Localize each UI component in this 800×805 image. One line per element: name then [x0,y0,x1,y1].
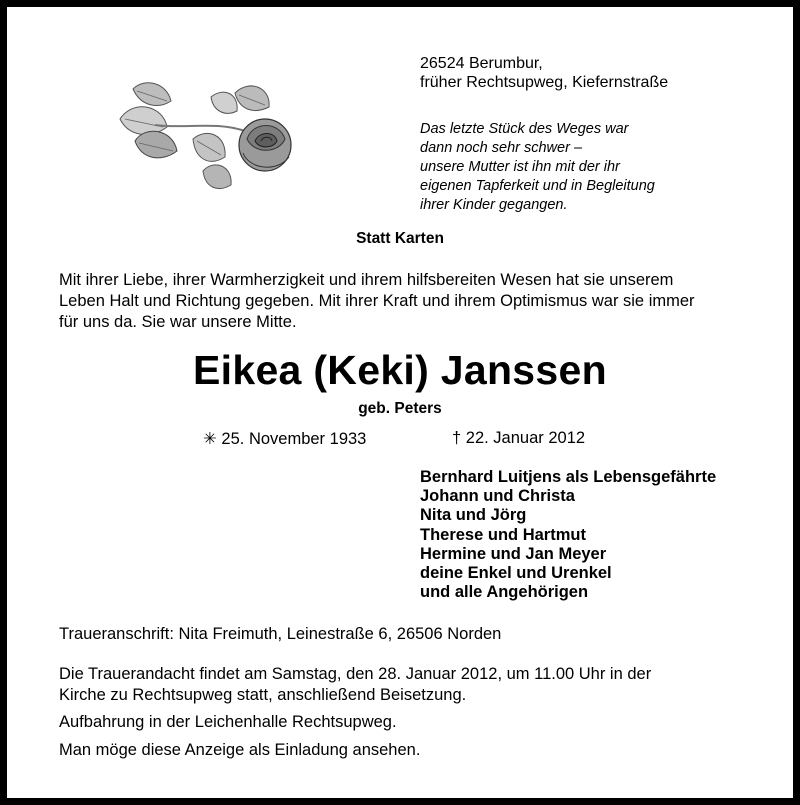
rose-illustration [115,79,300,199]
invitation-note: Man möge diese Anzeige als Einladung ansehen. [59,741,421,759]
quote-line: unsere Mutter ist ihn mit der ihr [420,159,620,175]
tribute-line [59,270,742,291]
quote-line: dann noch sehr schwer – [420,140,583,156]
tribute-line-2: Leben Halt und Richtung gegeben. Mit ihrer Kraft und ihrem Optimismus war sie immer [59,292,695,310]
statt-karten-heading: Statt Karten [356,230,444,247]
tribute-text: Mit ihrer Liebe, ihrer Warmherzigkeit und ihrem hilfsbereiten Wesen hat sie unserem [59,271,674,289]
mourner: Johann und Christa [420,487,575,506]
birth-date [203,429,366,449]
birth-name: geb. Peters [358,400,442,417]
tribute-line-3: für uns da. Sie war unsere Mitte. [59,313,297,331]
cross-icon: † [452,429,462,447]
service-line-1: Die Trauerandacht findet am Samstag, den 28. Januar 2012, um 11.00 Uhr in der [59,665,652,683]
birth-date-text: 25. November 1933 [221,430,367,448]
tribute-line-1 [59,270,742,291]
address-line-2: früher Rechtsupweg, Kiefernstraße [420,74,669,91]
death-date-text: 22. Januar 2012 [465,429,586,447]
quote-line: ihrer Kinder gegangen. [420,197,568,213]
mourner: Bernhard Luitjens als Lebensgefährte [420,468,717,486]
address-line-1: 26524 Berumbur, [420,55,543,72]
deceased-name: Eikea (Keki) Janssen [193,347,607,393]
mourner: Therese und Hartmut [420,525,586,544]
death-date [452,429,585,448]
mourners-list [420,468,716,602]
mourning-address: Traueranschrift: Nita Freimuth, Leinestraße 6, 26506 Norden [59,625,502,643]
mourner: Nita und Jörg [420,506,527,525]
mourner: deine Enkel und Urenkel [420,564,612,583]
quote-line: eigenen Tapferkeit und in Begleitung [420,178,655,194]
star-icon: ✳ [203,430,217,448]
mourner: und alle Angehörigen [420,583,589,602]
quote-line: Das letzte Stück des Weges war [420,121,629,137]
service-line-2: Kirche zu Rechtsupweg statt, anschließend Beisetzung. [59,686,467,704]
mourner: Hermine und Jan Meyer [420,544,607,563]
laying-out-note: Aufbahrung in der Leichenhalle Rechtsupweg. [59,713,397,731]
